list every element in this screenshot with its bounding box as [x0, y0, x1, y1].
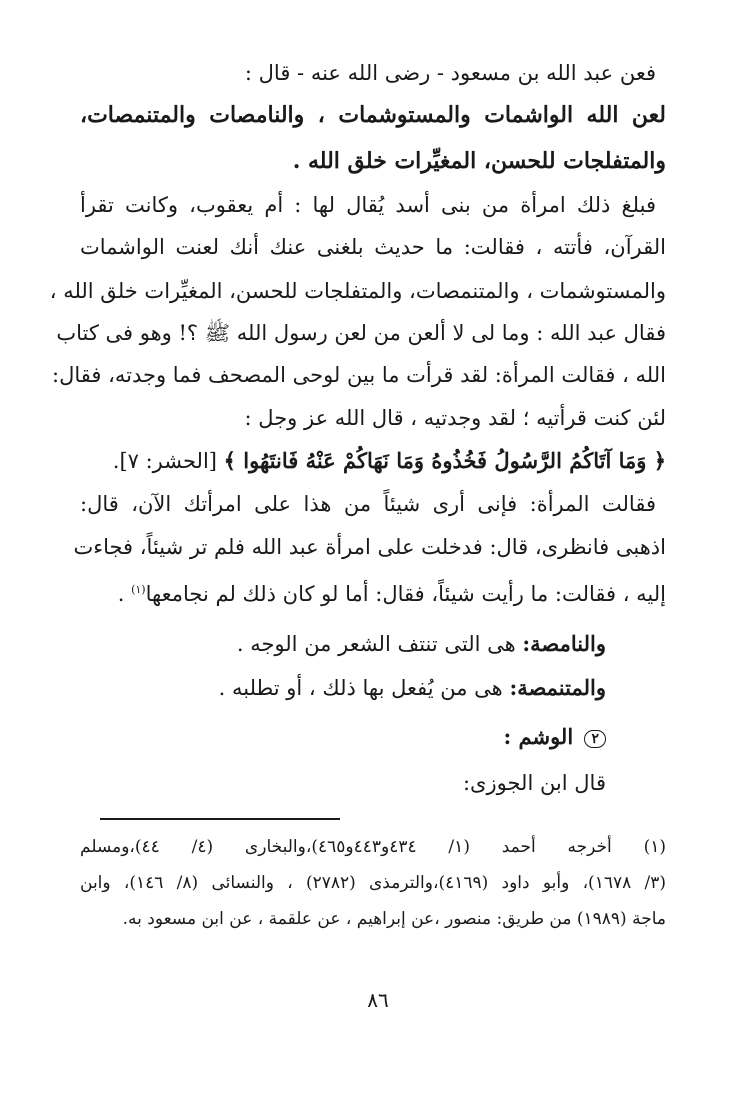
definition-term: والمتنمصة: [509, 675, 606, 700]
footnote-marker: (١) [131, 583, 146, 596]
text-line: القرآن، فأتته ، فقالت: ما حديث بلغنى عنك أنك لعنت الواشمات [80, 235, 666, 259]
hadith-line: والمتفلجات للحسن، المغيِّرات خلق الله . [292, 148, 666, 174]
section-title: الوشم : [503, 724, 574, 749]
quran-verse-line [113, 446, 666, 476]
quran-reference: [الحشر: ٧]. [112, 449, 217, 473]
definition-text: هى من يُفعل بها ذلك ، أو تطلبه . [218, 676, 510, 700]
text-line [118, 575, 666, 609]
definition-term: والنامصة: [522, 631, 606, 656]
definition-text: هى التى تنتف الشعر من الوجه . [236, 632, 523, 656]
hadith-line: لعن الله الواشمات والمستوشمات ، والنامصات والمتنمصات، [80, 102, 666, 128]
text-line: فقال عبد الله : وما لى لا ألعن من لعن رسول الله ﷺ ؟! وهو فى كتاب [56, 321, 666, 345]
text-line: والمستوشمات ، والمتنمصات، والمتفلجات للحسن، المغيِّرات خلق الله ، [49, 279, 666, 303]
definition-line [219, 673, 606, 703]
footnote-line: ماجة (١٩٨٩) من طريق: منصور ،عن إبراهيم ، عن علقمة ، عن ابن مسعود به. [122, 909, 666, 929]
section-heading [503, 722, 606, 752]
text-segment: . [117, 582, 132, 606]
text-line: فبلغ ذلك امرأة من بنى أسد يُقال لها : أم يعقوب، وكانت تقرأ [80, 193, 656, 217]
text-segment: إليه ، فقالت: ما رأيت شيئاً، فقال: أما لو كان ذلك لم نجامعها [145, 582, 666, 606]
text-line: قال ابن الجوزى: [462, 771, 606, 795]
footnote-line: (٣/ ١٦٧٨)، وأبو داود (٤١٦٩)،والترمذى (٢٧٨٢) ، والنسائى (٨/ ١٤٦)، وابن [80, 873, 666, 893]
footnote-line: (١) أخرجه أحمد (١/ ٤٣٤و٤٤٣و٤٦٥)،والبخارى (٤/ ٤٤)،ومسلم [80, 837, 666, 857]
text-line: الله ، فقالت المرأة: لقد قرأت ما بين لوحى المصحف فما وجدته، فقال: [52, 363, 666, 387]
quran-verse: ﴿ وَمَا آتَاكُمُ الرَّسُولُ فَخُذُوهُ وَمَا نَهَاكُمْ عَنْهُ فَانتَهُوا ﴾ [223, 448, 666, 473]
section-number-badge: ٢ [584, 730, 606, 748]
text-line: اذهبى فانظرى، قال: فدخلت على امرأة عبد الله فلم تر شيئاً، فجاءت [73, 535, 666, 559]
page-number: ٨٦ [367, 988, 389, 1012]
footnote-divider [100, 818, 340, 820]
text-line: فعن عبد الله بن مسعود - رضى الله عنه - قال : [244, 61, 656, 85]
text-line: لئن كنت قرأتيه ؛ لقد وجدتيه ، قال الله عز وجل : [244, 406, 666, 430]
definition-line [237, 629, 606, 659]
text-line: فقالت المرأة: فإنى أرى شيئاً من هذا على امرأتك الآن، قال: [80, 492, 656, 516]
